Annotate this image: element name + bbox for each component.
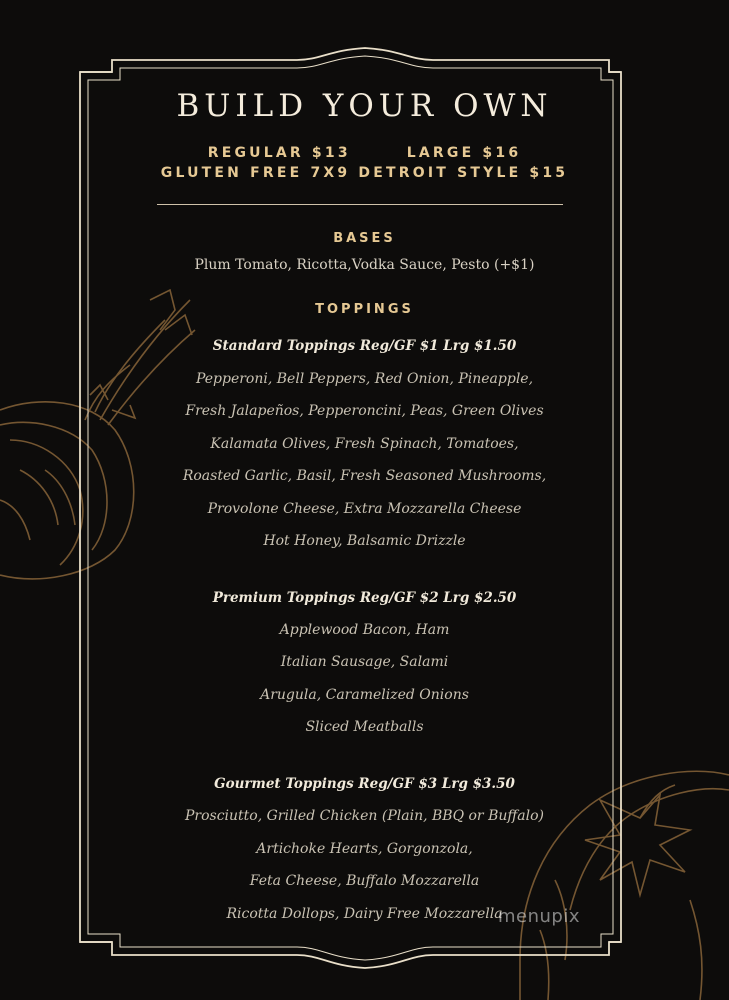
premium-topping-line: Applewood Bacon, Ham [279, 622, 450, 638]
bases-heading: BASES [333, 231, 396, 246]
price-large: LARGE $16 [406, 145, 522, 161]
standard-topping-line: Kalamata Olives, Fresh Spinach, Tomatoes, [210, 436, 519, 452]
standard-topping-line: Hot Honey, Balsamic Drizzle [263, 533, 466, 549]
premium-topping-line: Arugula, Caramelized Onions [260, 687, 469, 703]
title-divider [157, 204, 563, 205]
gourmet-topping-line: Ricotta Dollops, Dairy Free Mozzarella [226, 906, 503, 922]
standard-topping-line: Roasted Garlic, Basil, Fresh Seasoned Mushrooms, [182, 468, 547, 484]
price-line-sizes [0, 145, 729, 161]
standard-topping-line: Fresh Jalapeños, Pepperoncini, Peas, Green Olives [185, 403, 544, 419]
premium-topping-line: Italian Sausage, Salami [280, 654, 449, 670]
standard-topping-line: Pepperoni, Bell Peppers, Red Onion, Pineapple, [195, 371, 534, 387]
price-regular: REGULAR $13 [207, 145, 351, 161]
toppings-heading: TOPPINGS [315, 302, 414, 317]
price-gluten-free: GLUTEN FREE 7X9 DETROIT STYLE $15 [160, 165, 569, 181]
bases-items: Plum Tomato, Ricotta,Vodka Sauce, Pesto (+$1) [194, 257, 535, 273]
gourmet-topping-line: Feta Cheese, Buffalo Mozzarella [249, 873, 480, 889]
premium-topping-line: Sliced Meatballs [305, 719, 424, 735]
gourmet-toppings-heading: Gourmet Toppings Reg/GF $3 Lrg $3.50 [214, 776, 515, 792]
standard-topping-line: Provolone Cheese, Extra Mozzarella Cheese [207, 501, 522, 517]
menu-title: BUILD YOUR OWN [176, 88, 553, 124]
premium-toppings-heading: Premium Toppings Reg/GF $2 Lrg $2.50 [212, 590, 517, 606]
gourmet-topping-line: Artichoke Hearts, Gorgonzola, [256, 841, 473, 857]
gourmet-topping-line: Prosciutto, Grilled Chicken (Plain, BBQ or Buffalo) [184, 808, 545, 824]
watermark-logo: menupix [498, 906, 581, 927]
standard-toppings-heading: Standard Toppings Reg/GF $1 Lrg $1.50 [212, 338, 517, 354]
